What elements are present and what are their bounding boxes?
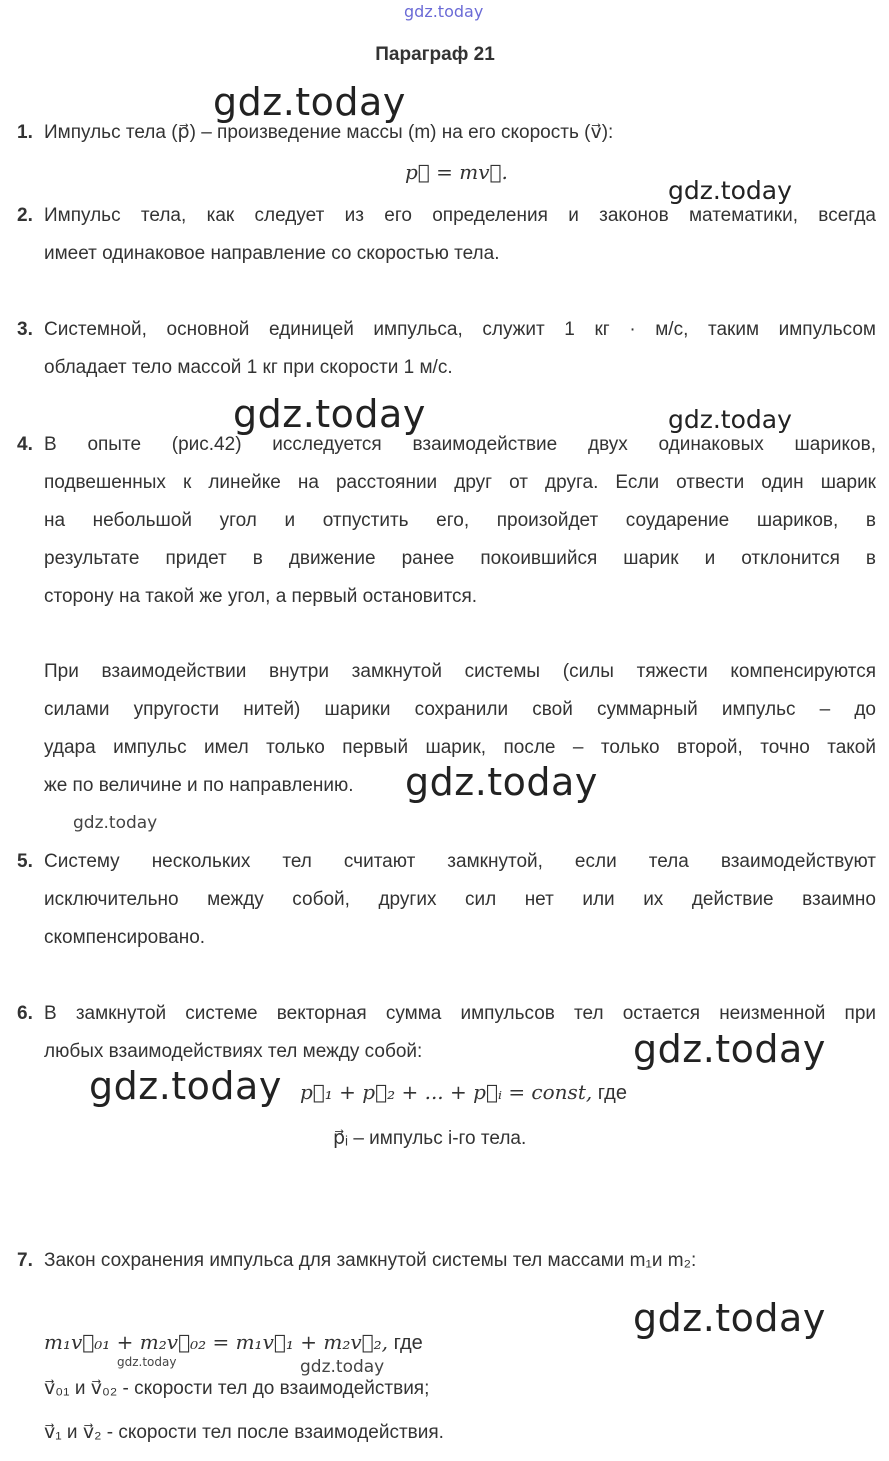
item-6-formula-suffix: где — [592, 1082, 627, 1104]
item-number-3: 3. — [17, 319, 33, 340]
item-4-line-1: В опыте (рис.42) исследуется взаимодействие двух одинаковых шариков, — [44, 434, 876, 455]
item-4-p2-line-1: При взаимодействии внутри замкнутой системы (силы тяжести компенсируются — [44, 661, 876, 682]
item-4-line-5: сторону на такой же угол, а первый остановится. — [44, 586, 478, 607]
item-4-line-3: на небольшой угол и отпустить его, произойдет соударение шариков, в — [44, 510, 876, 531]
item-7-formula: m₁v⃗₀₁ + m₂v⃗₀₂ = m₁v⃗₁ + m₂v⃗₂, — [44, 1330, 389, 1354]
item-7-formula-row — [44, 1330, 423, 1355]
item-4-line-2: подвешенных к линейке на расстоянии друг от друга. Если отвести один шарик — [44, 472, 876, 493]
item-4-p2-line-4: же по величине и по направлению. — [44, 775, 354, 796]
item-7-note-before: v⃗₀₁ и v⃗₀₂ - скорости тел до взаимодействия; — [44, 1378, 430, 1399]
item-number-7: 7. — [17, 1250, 33, 1271]
item-number-4: 4. — [17, 434, 33, 455]
item-6-line-2: любых взаимодействиях тел между собой: — [44, 1041, 423, 1062]
item-6-formula-row — [300, 1080, 627, 1105]
item-2-line-2: имеет одинаковое направление со скоростью тела. — [44, 243, 500, 264]
item-7-line-1: Закон сохранения импульса для замкнутой системы тел массами m₁и m₂: — [44, 1250, 697, 1271]
watermark-10: gdz.today — [117, 1355, 177, 1369]
item-2-line-1: Импульс тела, как следует из его определения и законов математики, всегда — [44, 205, 876, 226]
item-5-line-1: Систему нескольких тел считают замкнутой, если тела взаимодействуют — [44, 851, 876, 872]
watermark-top: gdz.today — [404, 2, 484, 21]
watermark-4: gdz.today — [668, 405, 792, 434]
item-number-5: 5. — [17, 851, 33, 872]
item-3-line-2: обладает тело массой 1 кг при скорости 1 м/с. — [44, 357, 453, 378]
item-6-formula: p⃗₁ + p⃗₂ + ... + p⃗ᵢ = const, — [300, 1080, 593, 1104]
item-3-line-1: Системной, основной единицей импульса, служит 1 кг · м/с, таким импульсом — [44, 319, 876, 340]
item-6-formula-note: p⃗ᵢ – импульс i-го тела. — [333, 1128, 527, 1149]
item-number-2: 2. — [17, 205, 33, 226]
watermark-7: gdz.today — [633, 1027, 826, 1071]
watermark-11: gdz.today — [300, 1357, 385, 1377]
item-6-line-1: В замкнутой системе векторная сумма импульсов тел остается неизменной при — [44, 1003, 876, 1024]
item-4-p2-line-3: удара импульс имел только первый шарик, после – только второй, точно такой — [44, 737, 876, 758]
item-7-note-after: v⃗₁ и v⃗₂ - скорости тел после взаимодействия. — [44, 1422, 444, 1443]
item-5-line-2: исключительно между собой, других сил нет или их действие взаимно — [44, 889, 876, 910]
watermark-8: gdz.today — [89, 1064, 282, 1108]
watermark-5: gdz.today — [405, 760, 598, 804]
item-1-line-1: Импульс тела (p⃗) – произведение массы (m) на его скорость (v⃗): — [44, 122, 614, 143]
watermark-1: gdz.today — [213, 80, 406, 124]
item-number-1: 1. — [17, 122, 33, 143]
item-5-line-3: скомпенсировано. — [44, 927, 206, 948]
watermark-2: gdz.today — [668, 176, 792, 205]
watermark-9: gdz.today — [633, 1296, 826, 1340]
watermark-3: gdz.today — [233, 392, 426, 436]
item-1-formula: p⃗ = mv⃗. — [405, 160, 508, 184]
item-4-line-4: результате придет в движение ранее покоившийся шарик и отклонится в — [44, 548, 876, 569]
page-title: Параграф 21 — [375, 44, 495, 65]
item-4-p2-line-2: силами упругости нитей) шарики сохранили свой суммарный импульс – до — [44, 699, 876, 720]
item-number-6: 6. — [17, 1003, 33, 1024]
item-7-formula-suffix: где — [388, 1332, 423, 1354]
watermark-6: gdz.today — [73, 813, 158, 833]
